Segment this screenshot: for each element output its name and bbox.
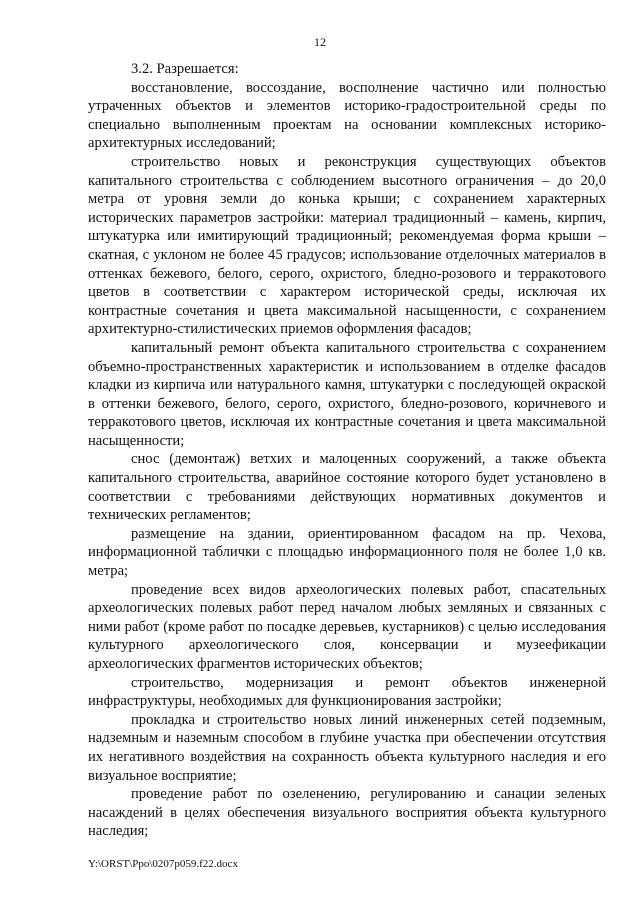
paragraph: размещение на здании, ориентированном фасадом на пр. Чехова, информационной таблички с площадью информационного поля не более 1,0 кв. метра; bbox=[88, 525, 606, 580]
paragraph: прокладка и строительство новых линий инженерных сетей подземным, надземным и наземным способом в глубине участка при обеспечении отсутствия их негативного воздействия на сохранность объекта культурного наследия и его визуальное восприятие; bbox=[88, 711, 606, 784]
footer-file-path: Y:\ORST\Ppo\0207p059.f22.docx bbox=[88, 858, 238, 870]
paragraph: проведение работ по озеленению, регулированию и санации зеленых насаждений в целях обеспечения визуального восприятия объекта культурного наследия; bbox=[88, 786, 606, 840]
page-number: 12 bbox=[314, 35, 326, 49]
paragraph: строительство, модернизация и ремонт объектов инженерной инфраструктуры, необходимых для функционирования застройки; bbox=[88, 674, 606, 710]
paragraph: строительство новых и реконструкция существующих объектов капитального строительства с соблюдением высотного ограничения – до 20,0 метра от уровня земли до конька крыши; с сохранением характерных исторических параметров застройки: материал традиционный – камень, кирпич, штукатурка или имитирующий традиционный; рекомендуемая форма крыши – скатная, с уклоном не более 45 градусов; использование отделочных материалов в оттенках бежевого, белого, серого, охристого, бледно-розового и терракотового цветов в соответствии с характером исторической среды, исключая их контрастные сочетания и цвета максимальной насыщенности, с сохранением архитектурно-стилистических приемов оформления фасадов; bbox=[88, 153, 606, 338]
paragraph: восстановление, воссоздание, восполнение частично или полностью утраченных объектов и элементов историко-градостроительной среды по специально выполненным проектам на основании комплексных историко-архитектурных исследований; bbox=[88, 79, 606, 152]
paragraph: снос (демонтаж) ветхих и малоценных сооружений, а также объекта капитального строительства, аварийное состояние которого будет установлено в соответствии с требованиями действующих нормативных документов и технических регламентов; bbox=[88, 451, 606, 524]
paragraph: капитальный ремонт объекта капитального строительства с сохранением объемно-пространственных характеристик и использованием в отделке фасадов кладки из кирпича или натурального камня, штукатурки с последующей окраской в оттенки бежевого, белого, серого, охристого, бледно-розового, коричневого и терракотового цветов, исключая их контрастные сочетания и цвета максимальной насыщенности; bbox=[88, 339, 606, 449]
paragraph: проведение всех видов археологических полевых работ, спасательных археологических полевых работ перед началом любых земляных и связанных с ними работ (кроме работ по посадке деревьев, кустарников) с целью исследования культурного археологического слоя, консервации и музеефикации археологических фрагментов исторических объектов; bbox=[88, 581, 606, 672]
document-body bbox=[88, 60, 606, 841]
section-heading: 3.2. Разрешается: bbox=[131, 61, 239, 77]
